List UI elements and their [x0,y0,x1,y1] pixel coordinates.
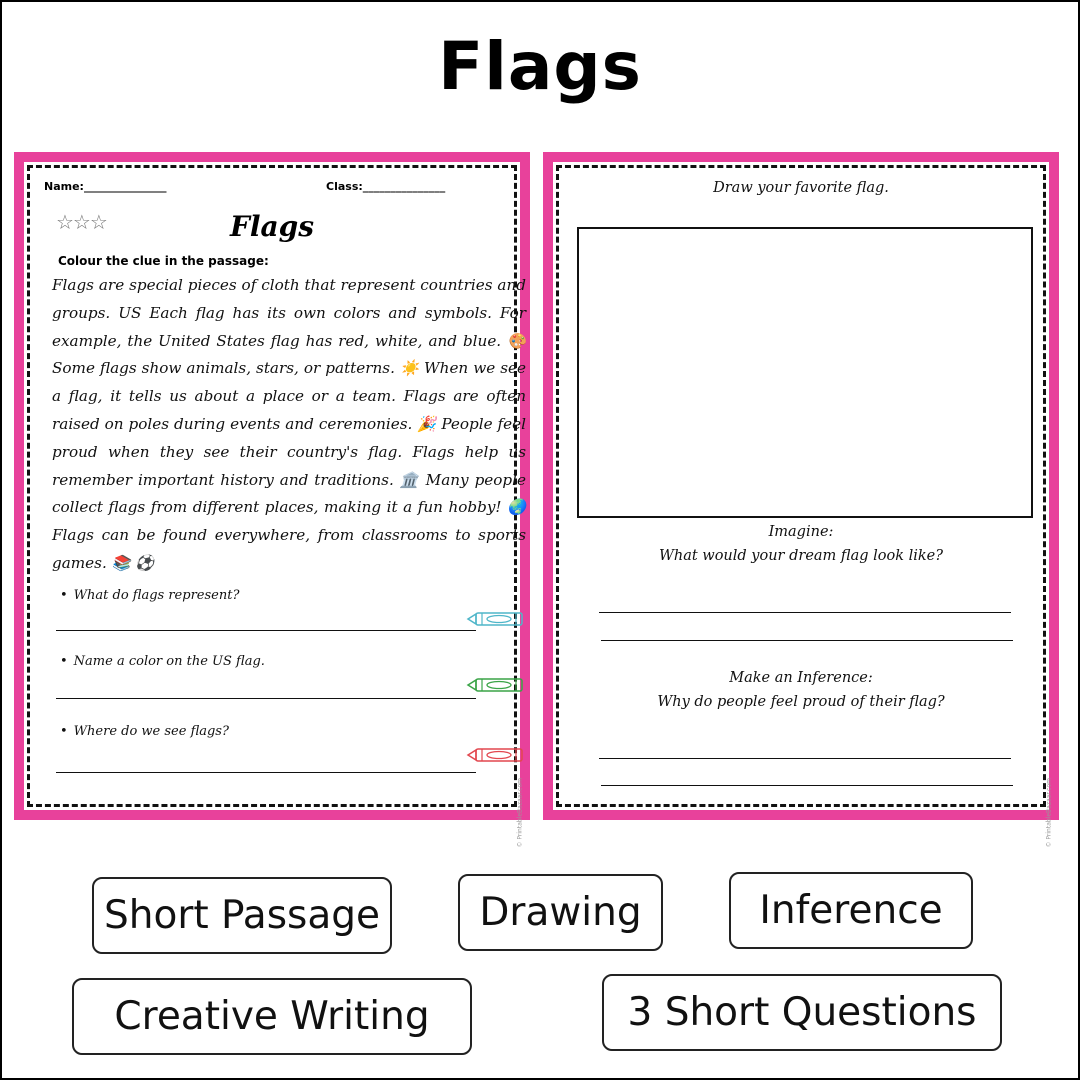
question-1-text: What do flags represent? [73,588,240,603]
writing-line[interactable] [599,758,1011,759]
writing-line[interactable] [599,612,1011,613]
reading-passage: Flags are special pieces of cloth that represent countries and groups. US Each flag has its own colors and symbols. For example, the United States flag has red, white, and blue. 🎨 Some flags show animals, stars, or patterns. ☀️ When we see a flag, it tells us about a place or a team. Flags are often raised on poles during events and ceremonies. 🎉 People feel proud when they see their country's flag. Flags help us remember important history and traditions. 🏛️ Many people collect flags from different places, making it a fun hobby! 🌏 Flags can be found everywhere, from classrooms to sports games. 📚 ⚽ [52,276,526,572]
inference-question: Why do people feel proud of their flag? [657,694,945,710]
inference-label: Make an Inference: [729,670,873,686]
watermark: © PrintableBazaar.com [1045,778,1052,848]
tag-short-passage: Short Passage [92,877,392,954]
answer-line-2[interactable] [56,698,476,699]
worksheet-heading: Flags [230,210,314,243]
main-title: Flags [438,28,642,105]
bullet: • [60,654,68,669]
worksheet-page-passage [14,152,530,848]
question-2-text: Name a color on the US flag. [73,654,265,669]
drawing-box[interactable] [577,227,1033,518]
name-field: Name:_______________ [44,180,167,193]
question-2 [60,654,265,669]
instruction-text: Colour the clue in the passage: [58,254,269,268]
answer-line-1[interactable] [56,630,476,631]
page-inner [24,162,526,848]
writing-line[interactable] [601,785,1013,786]
answer-line-3[interactable] [56,772,476,773]
class-field: Class:_______________ [326,180,446,193]
bullet: • [60,724,68,739]
imagine-label: Imagine: [768,524,834,540]
crayon-red-icon [466,746,526,764]
question-3-text: Where do we see flags? [73,724,229,739]
question-1 [60,588,239,603]
worksheet-page-drawing [543,152,1059,848]
dashed-border [27,165,526,848]
tag-creative-writing: Creative Writing [72,978,472,1055]
question-3 [60,724,229,739]
crayon-blue-icon [466,610,526,628]
draw-prompt: Draw your favorite flag. [713,180,889,196]
tag-3-short-questions: 3 Short Questions [602,974,1002,1051]
crayon-green-icon [466,676,526,694]
writing-line[interactable] [601,640,1013,641]
bullet: • [60,588,68,603]
watermark: © PrintableBazaar.com [516,778,523,848]
imagine-question: What would your dream flag look like? [658,548,944,564]
tag-drawing: Drawing [458,874,663,951]
dashed-border [556,165,1052,848]
rating-stars: ☆☆☆ [56,210,107,234]
tag-inference: Inference [729,872,973,949]
page-inner [553,162,1052,848]
